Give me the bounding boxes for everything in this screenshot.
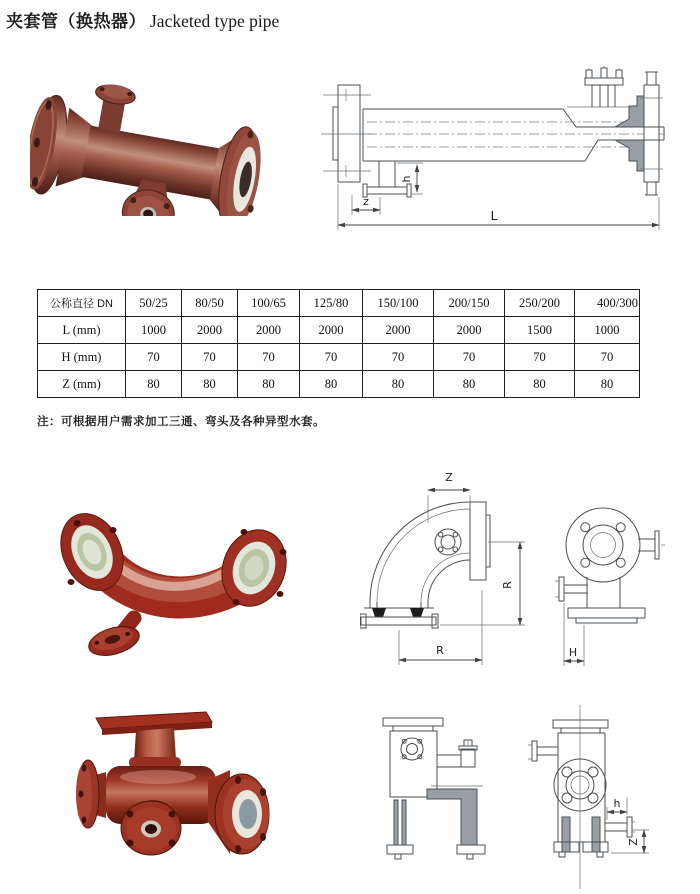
table-cell: 200/150 xyxy=(434,290,505,317)
table-cell: 80 xyxy=(434,371,505,398)
elbow-photo-svg xyxy=(40,500,300,675)
dim-label-z: z xyxy=(363,195,369,208)
title-chinese: 夹套管（换热器） xyxy=(6,12,146,31)
tee-photo xyxy=(58,702,293,887)
elbow-side-view xyxy=(360,471,525,665)
dim-label-R-horiz: R xyxy=(436,644,444,657)
title-english: Jacketed type pipe xyxy=(150,11,280,31)
table-cell: 80/50 xyxy=(182,290,238,317)
dim-label-h: h xyxy=(613,797,621,810)
row-label: L (mm) xyxy=(38,317,126,344)
elbow-nozzle-flange-view xyxy=(435,529,461,555)
dim-Z-tee xyxy=(611,830,649,853)
table-cell: 70 xyxy=(300,344,363,371)
jacketed-pipe-drawing-svg xyxy=(313,58,698,236)
table-cell: 80 xyxy=(126,371,182,398)
table-cell: 70 xyxy=(434,344,505,371)
table-cell: 70 xyxy=(363,344,434,371)
table-row-L xyxy=(38,317,640,344)
table-cell: 400/300 xyxy=(575,290,640,317)
top-nozzle-view xyxy=(585,66,623,107)
table-cell: 80 xyxy=(363,371,434,398)
table-cell: 80 xyxy=(505,371,575,398)
elbow-photo xyxy=(40,500,300,675)
dim-label-Z: Z xyxy=(445,471,453,484)
table-cell: 250/200 xyxy=(505,290,575,317)
jacketed-pipe-photo-svg xyxy=(30,76,290,216)
table-cell: 70 xyxy=(126,344,182,371)
table-cell: 2000 xyxy=(300,317,363,344)
tee-side-view xyxy=(383,718,485,859)
tee-assembly xyxy=(76,712,269,855)
table-cell: 2000 xyxy=(363,317,434,344)
dim-label-H: H xyxy=(568,646,578,659)
dim-label-L: L xyxy=(490,208,498,223)
elbow-assembly xyxy=(49,504,296,661)
dim-Z-elbow xyxy=(428,471,470,523)
table-cell: 2000 xyxy=(182,317,238,344)
left-flange-view xyxy=(321,85,373,182)
table-cell: 2000 xyxy=(238,317,300,344)
jacketed-pipe-drawing xyxy=(313,58,698,236)
jacketed-pipe-photo xyxy=(30,76,290,216)
table-cell: 100/65 xyxy=(238,290,300,317)
table-cell: 70 xyxy=(182,344,238,371)
table-cell: 80 xyxy=(182,371,238,398)
table-cell: 80 xyxy=(238,371,300,398)
elbow-drawings xyxy=(360,465,700,680)
table-cell: 50/25 xyxy=(126,290,182,317)
tee-front-view xyxy=(528,705,649,889)
tee-photo-svg xyxy=(58,702,293,887)
top-neck xyxy=(134,728,176,762)
elbow-top-view xyxy=(555,508,665,666)
table-cell: 1500 xyxy=(505,317,575,344)
table-cell: 80 xyxy=(300,371,363,398)
table-cell: 70 xyxy=(238,344,300,371)
dim-label-R-vert: R xyxy=(501,581,514,589)
table-cell: 2000 xyxy=(434,317,505,344)
dim-label-h: h xyxy=(400,175,413,183)
dim-h-tee xyxy=(607,797,627,820)
table-cell: 70 xyxy=(575,344,640,371)
tee-drawings xyxy=(365,697,700,894)
table-cell: 125/80 xyxy=(300,290,363,317)
table-cell: 公称直径 DN xyxy=(38,290,126,317)
table-header-row xyxy=(38,290,640,317)
table-cell: 1000 xyxy=(126,317,182,344)
dim-H-elbow xyxy=(564,603,584,666)
pipe-body-view xyxy=(363,107,665,161)
elbow-drawings-svg xyxy=(360,465,700,680)
row-label: H (mm) xyxy=(38,344,126,371)
dim-z xyxy=(352,195,380,215)
table-cell: 150/100 xyxy=(363,290,434,317)
table-cell: 80 xyxy=(575,371,640,398)
table-cell: 1000 xyxy=(575,317,640,344)
right-flange-view xyxy=(615,72,664,195)
tee-drawings-svg xyxy=(365,697,700,894)
row-label: Z (mm) xyxy=(38,371,126,398)
dimensions-table xyxy=(37,289,640,398)
table-row-H xyxy=(38,344,640,371)
table-row-Z xyxy=(38,371,640,398)
page-title xyxy=(6,7,279,32)
tee-right-bore xyxy=(239,799,257,829)
dim-R-horizontal xyxy=(399,590,482,665)
note-text: 注：可根据用户需求加工三通、弯头及各种异型水套。 xyxy=(37,416,325,428)
pipe-assembly xyxy=(30,76,271,216)
dim-label-Z: Z xyxy=(627,838,640,846)
table-cell: 70 xyxy=(505,344,575,371)
